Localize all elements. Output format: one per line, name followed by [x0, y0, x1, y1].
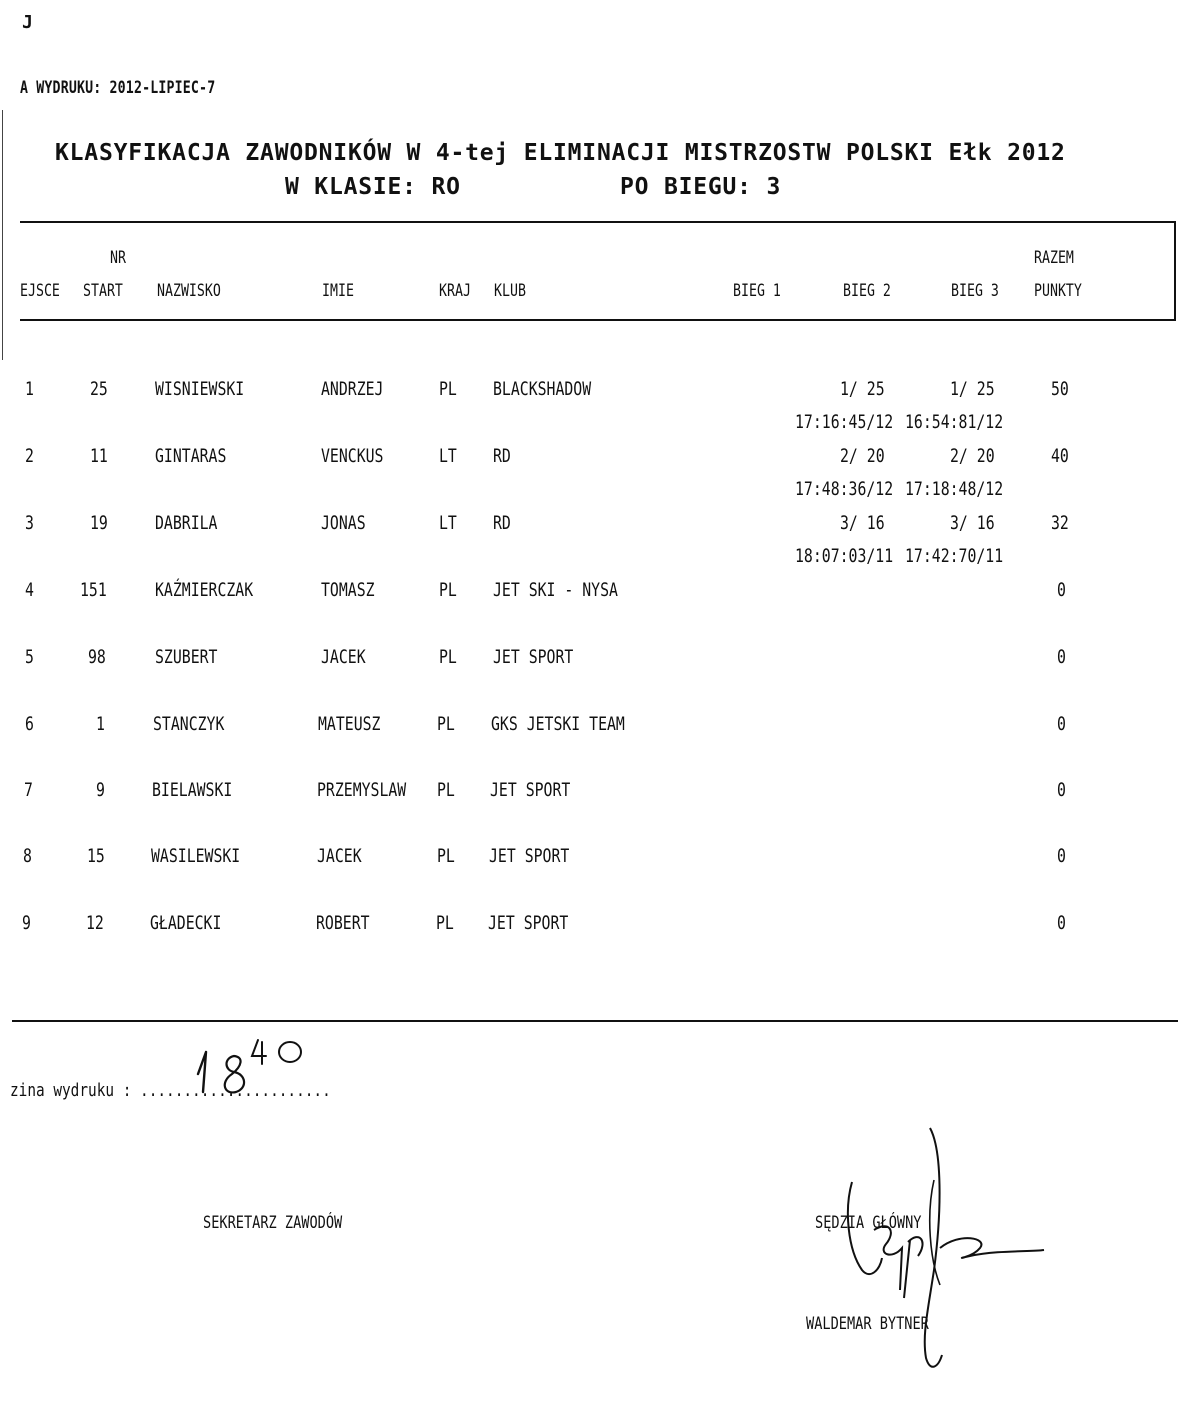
row-surname: GŁADECKI	[150, 912, 222, 934]
row-name: ROBERT	[316, 912, 370, 934]
header-heat-1: BIEG 1	[733, 281, 781, 301]
row-points: 0	[1057, 579, 1066, 601]
row-club: JET SPORT	[488, 912, 569, 934]
row-place: 3	[25, 512, 34, 534]
scan-edge-line	[2, 110, 3, 360]
header-country: KRAJ	[439, 281, 471, 301]
row-place: 8	[23, 845, 32, 867]
row-place: 5	[25, 646, 34, 668]
row-points: 50	[1051, 378, 1069, 400]
row-name: ANDRZEJ	[321, 378, 384, 400]
row-name: JONAS	[321, 512, 366, 534]
row-place: 9	[22, 912, 31, 934]
row-heat-3-result: 3/ 16	[950, 512, 995, 534]
row-place: 7	[24, 779, 33, 801]
heat-label: PO BIEGU: 3	[620, 174, 782, 200]
header-name: IMIE	[322, 281, 354, 301]
row-name: TOMASZ	[321, 579, 375, 601]
row-heat-2-result: 3/ 16	[840, 512, 885, 534]
row-club: JET SPORT	[489, 845, 570, 867]
row-country: PL	[436, 912, 454, 934]
chief-judge-name: WALDEMAR BYTNER	[806, 1314, 929, 1334]
row-heat-2-time: 17:16:45/12	[795, 411, 894, 433]
top-mark: J	[22, 12, 33, 33]
row-surname: WISNIEWSKI	[155, 378, 245, 400]
row-start: 98	[88, 646, 106, 668]
row-place: 2	[25, 445, 34, 467]
row-surname: WASILEWSKI	[151, 845, 241, 867]
row-club: BLACKSHADOW	[493, 378, 592, 400]
row-start: 15	[87, 845, 105, 867]
judge-signature	[830, 1120, 1060, 1380]
table-header-box	[20, 221, 1176, 321]
row-surname: GINTARAS	[155, 445, 227, 467]
row-points: 0	[1057, 845, 1066, 867]
header-surname: NAZWISKO	[157, 281, 221, 301]
row-club: RD	[493, 445, 511, 467]
row-points: 0	[1057, 646, 1066, 668]
row-heat-2-time: 18:07:03/11	[795, 545, 894, 567]
row-heat-3-time: 17:18:48/12	[905, 478, 1004, 500]
row-heat-2-result: 2/ 20	[840, 445, 885, 467]
row-country: LT	[439, 512, 457, 534]
row-country: PL	[439, 378, 457, 400]
row-points: 0	[1057, 713, 1066, 735]
row-club: JET SPORT	[490, 779, 571, 801]
row-heat-3-time: 17:42:70/11	[905, 545, 1004, 567]
row-name: VENCKUS	[321, 445, 384, 467]
row-place: 4	[25, 579, 34, 601]
row-country: PL	[437, 713, 455, 735]
header-total: RAZEM	[1034, 248, 1074, 268]
print-time-label: zina wydruku : ......................	[10, 1080, 331, 1101]
row-start: 9	[96, 779, 105, 801]
row-country: PL	[439, 646, 457, 668]
header-heat-2: BIEG 2	[843, 281, 891, 301]
row-surname: KAŹMIERCZAK	[155, 579, 254, 601]
row-country: PL	[439, 579, 457, 601]
chief-judge-label: SĘDZIA GŁÓWNY	[815, 1213, 922, 1233]
row-heat-2-time: 17:48:36/12	[795, 478, 894, 500]
row-country: PL	[437, 845, 455, 867]
row-place: 6	[25, 713, 34, 735]
row-country: LT	[439, 445, 457, 467]
row-start: 11	[90, 445, 108, 467]
header-club: KLUB	[494, 281, 526, 301]
row-points: 0	[1057, 912, 1066, 934]
row-heat-3-time: 16:54:81/12	[905, 411, 1004, 433]
row-points: 0	[1057, 779, 1066, 801]
row-heat-3-result: 1/ 25	[950, 378, 995, 400]
handwritten-time	[190, 1030, 320, 1100]
row-points: 40	[1051, 445, 1069, 467]
row-country: PL	[437, 779, 455, 801]
header-place: EJSCE	[20, 281, 60, 301]
header-heat-3: BIEG 3	[951, 281, 999, 301]
row-club: RD	[493, 512, 511, 534]
row-name: MATEUSZ	[318, 713, 381, 735]
print-date: A WYDRUKU: 2012-LIPIEC-7	[20, 78, 216, 98]
row-place: 1	[25, 378, 34, 400]
class-label: W KLASIE: RO	[285, 174, 461, 200]
header-start: START	[83, 281, 123, 301]
row-heat-2-result: 1/ 25	[840, 378, 885, 400]
row-surname: SZUBERT	[155, 646, 218, 668]
row-name: PRZEMYSLAW	[317, 779, 407, 801]
row-start: 151	[80, 579, 107, 601]
row-surname: BIELAWSKI	[152, 779, 233, 801]
document-title: KLASYFIKACJA ZAWODNIKÓW W 4-tej ELIMINACJI MISTRZOSTW POLSKI Ełk 2012	[55, 140, 1066, 166]
row-heat-3-result: 2/ 20	[950, 445, 995, 467]
row-start: 25	[90, 378, 108, 400]
row-start: 12	[86, 912, 104, 934]
header-points: PUNKTY	[1034, 281, 1082, 301]
secretary-label: SEKRETARZ ZAWODÓW	[203, 1213, 343, 1233]
row-club: GKS JETSKI TEAM	[491, 713, 625, 735]
row-surname: DABRILA	[155, 512, 218, 534]
row-surname: STANCZYK	[153, 713, 225, 735]
footer-divider	[12, 1020, 1178, 1022]
row-club: JET SPORT	[493, 646, 574, 668]
row-club: JET SKI - NYSA	[493, 579, 618, 601]
header-nr: NR	[110, 248, 126, 268]
row-name: JACEK	[321, 646, 366, 668]
row-start: 19	[90, 512, 108, 534]
row-start: 1	[96, 713, 105, 735]
row-points: 32	[1051, 512, 1069, 534]
row-name: JACEK	[317, 845, 362, 867]
